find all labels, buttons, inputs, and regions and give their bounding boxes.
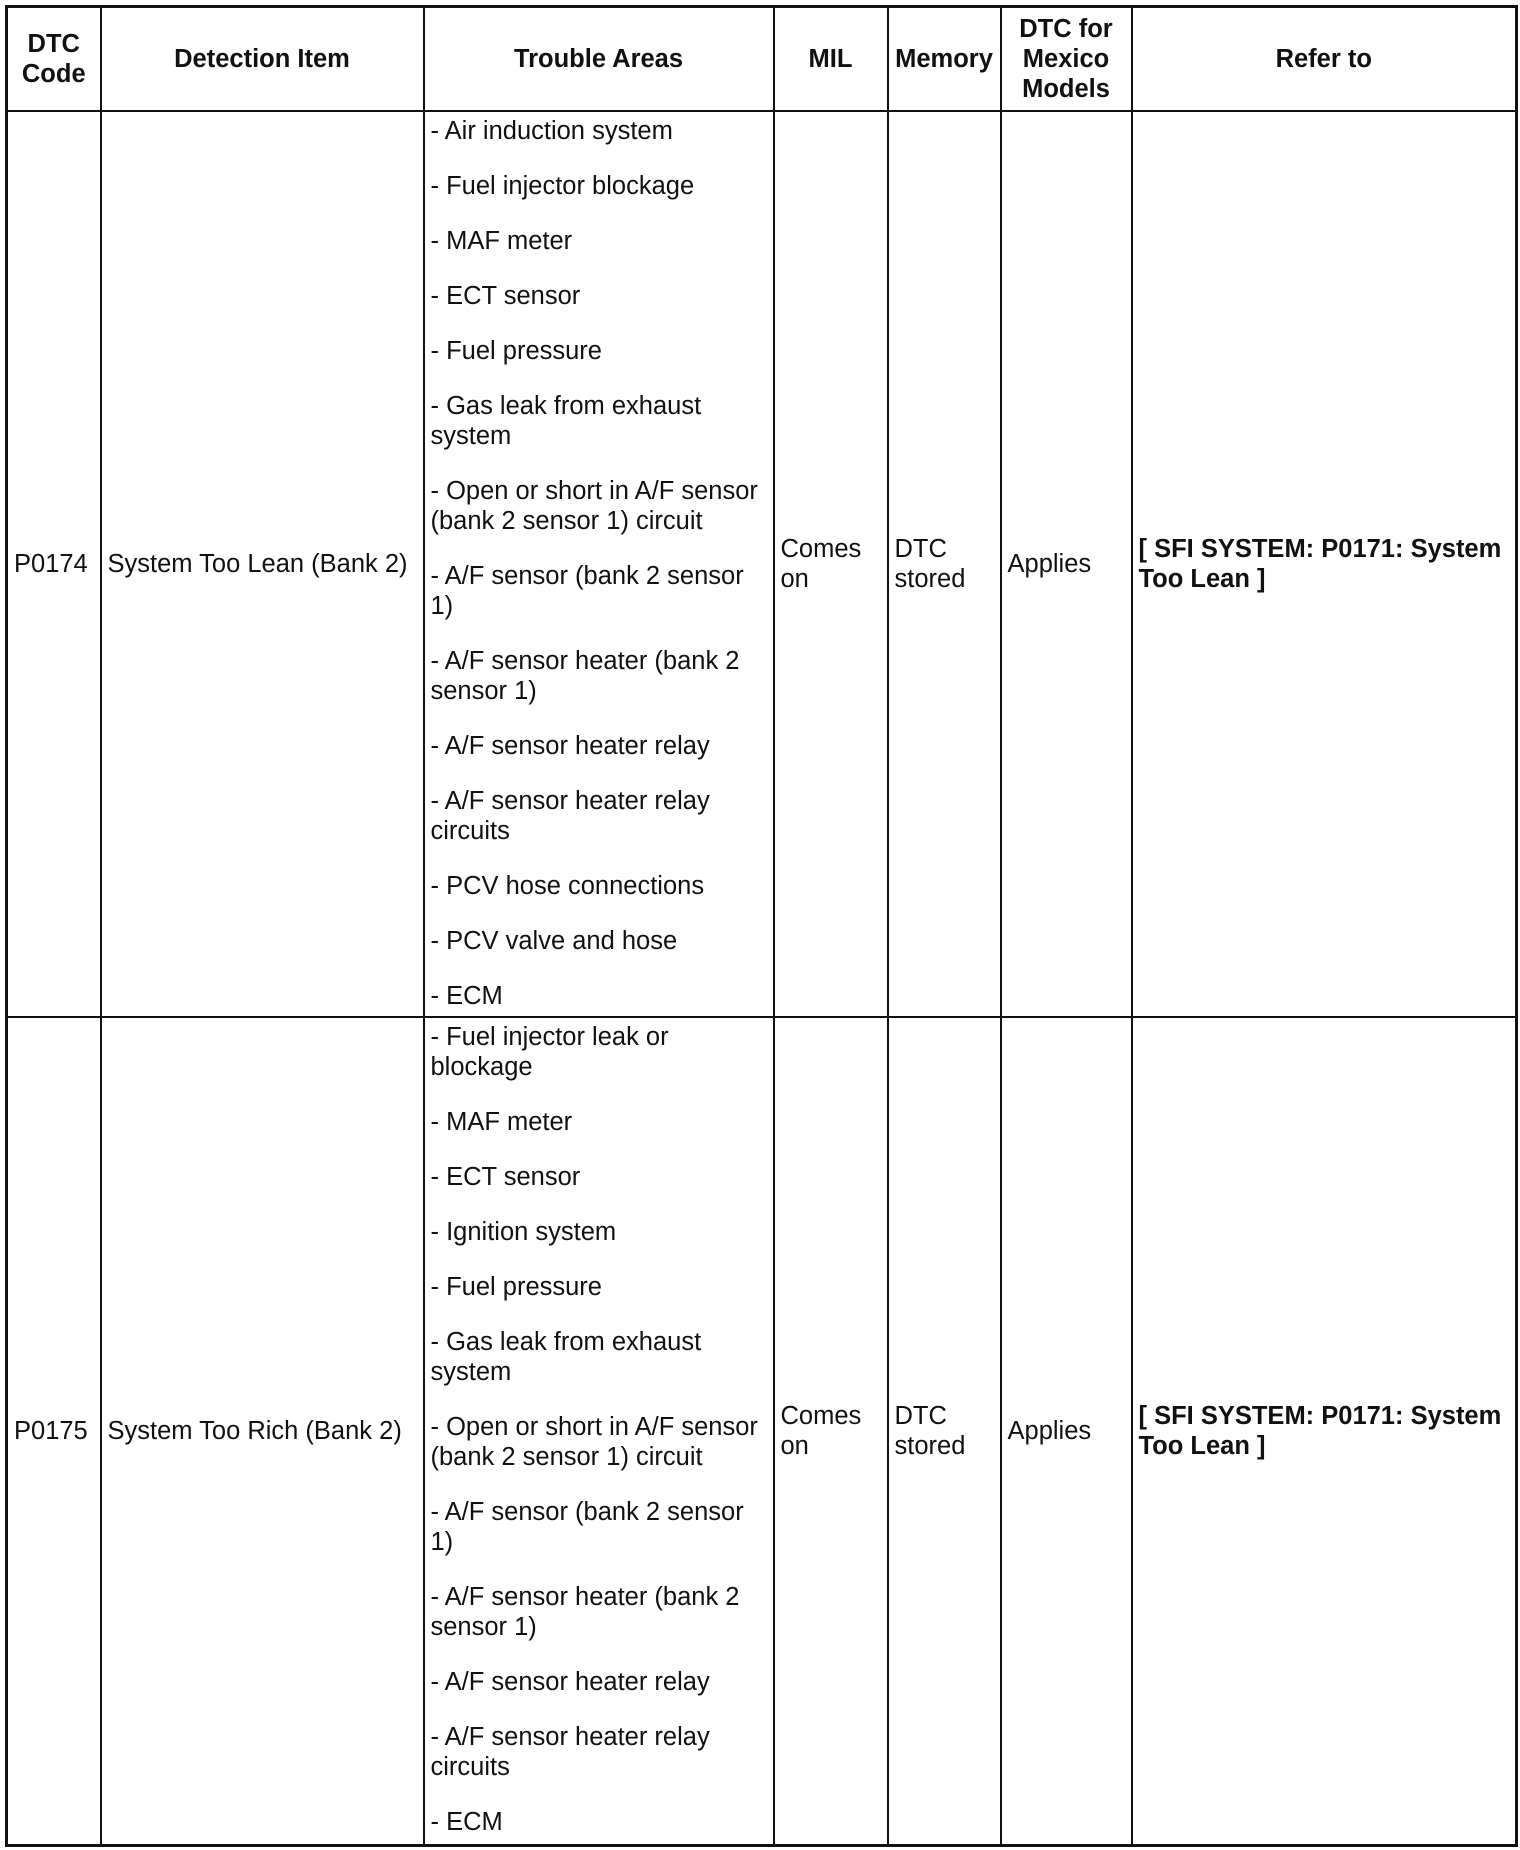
trouble-area-item: - A/F sensor heater (bank 2 sensor 1) (430, 1583, 740, 1641)
trouble-area-item: - A/F sensor (bank 2 sensor 1) (430, 562, 744, 620)
trouble-area-item: - Gas leak from exhaust system (430, 1328, 702, 1386)
trouble-area-item: - Gas leak from exhaust system (430, 392, 702, 450)
trouble-area-item: - A/F sensor heater relay circuits (430, 1723, 710, 1781)
table-row (7, 1017, 1517, 1845)
trouble-area-item: - ECT sensor (430, 282, 581, 310)
detection-item: System Too Rich (Bank 2) (101, 1017, 424, 1845)
header-row (7, 7, 1517, 112)
table-row (7, 111, 1517, 1017)
dtc-table (5, 5, 1518, 1847)
mil-status: Comes on (774, 111, 888, 1017)
trouble-area-item: - A/F sensor (bank 2 sensor 1) (430, 1498, 744, 1556)
trouble-area-item: - ECT sensor (430, 1163, 581, 1191)
trouble-area-item: - MAF meter (430, 227, 573, 255)
dtc-code: P0174 (7, 111, 101, 1017)
memory-status: DTC stored (888, 111, 1001, 1017)
trouble-areas-list (431, 1022, 767, 1837)
trouble-areas-list (431, 116, 767, 1011)
header-mil: MIL (774, 7, 888, 112)
refer-to-link[interactable]: [ SFI SYSTEM: P0171: System Too Lean ] (1132, 1017, 1517, 1845)
mil-status: Comes on (774, 1017, 888, 1845)
mexico-applies: Applies (1001, 1017, 1132, 1845)
detection-item: System Too Lean (Bank 2) (101, 111, 424, 1017)
dtc-table-page (5, 5, 1515, 1845)
trouble-area-item: - Air induction system (430, 117, 673, 145)
header-mexico-models: DTC for Mexico Models (1001, 7, 1132, 112)
header-trouble-areas: Trouble Areas (424, 7, 774, 112)
trouble-area-item: - Fuel injector blockage (430, 172, 695, 200)
trouble-area-item: - Fuel injector leak or blockage (430, 1023, 669, 1081)
header-refer-to: Refer to (1132, 7, 1517, 112)
trouble-area-item: - A/F sensor heater (bank 2 sensor 1) (430, 647, 740, 705)
trouble-area-item: - ECM (430, 1808, 503, 1836)
trouble-area-item: - A/F sensor heater relay (430, 732, 710, 760)
mexico-applies: Applies (1001, 111, 1132, 1017)
trouble-area-item: - A/F sensor heater relay (430, 1668, 710, 1696)
trouble-area-item: - Fuel pressure (430, 1273, 602, 1301)
trouble-areas-cell (424, 1017, 774, 1845)
trouble-area-item: - A/F sensor heater relay circuits (430, 787, 710, 845)
refer-to-link[interactable]: [ SFI SYSTEM: P0171: System Too Lean ] (1132, 111, 1517, 1017)
trouble-area-item: - Ignition system (430, 1218, 617, 1246)
header-dtc-code: DTC Code (7, 7, 101, 112)
trouble-area-item: - MAF meter (430, 1108, 573, 1136)
trouble-area-item: - Fuel pressure (430, 337, 602, 365)
trouble-area-item: - PCV valve and hose (430, 927, 678, 955)
memory-status: DTC stored (888, 1017, 1001, 1845)
trouble-area-item: - Open or short in A/F sensor (bank 2 sensor 1) circuit (430, 477, 758, 535)
trouble-areas-cell (424, 111, 774, 1017)
trouble-area-item: - PCV hose connections (430, 872, 705, 900)
dtc-code: P0175 (7, 1017, 101, 1845)
header-detection-item: Detection Item (101, 7, 424, 112)
header-memory: Memory (888, 7, 1001, 112)
trouble-area-item: - ECM (430, 982, 503, 1010)
trouble-area-item: - Open or short in A/F sensor (bank 2 sensor 1) circuit (430, 1413, 758, 1471)
